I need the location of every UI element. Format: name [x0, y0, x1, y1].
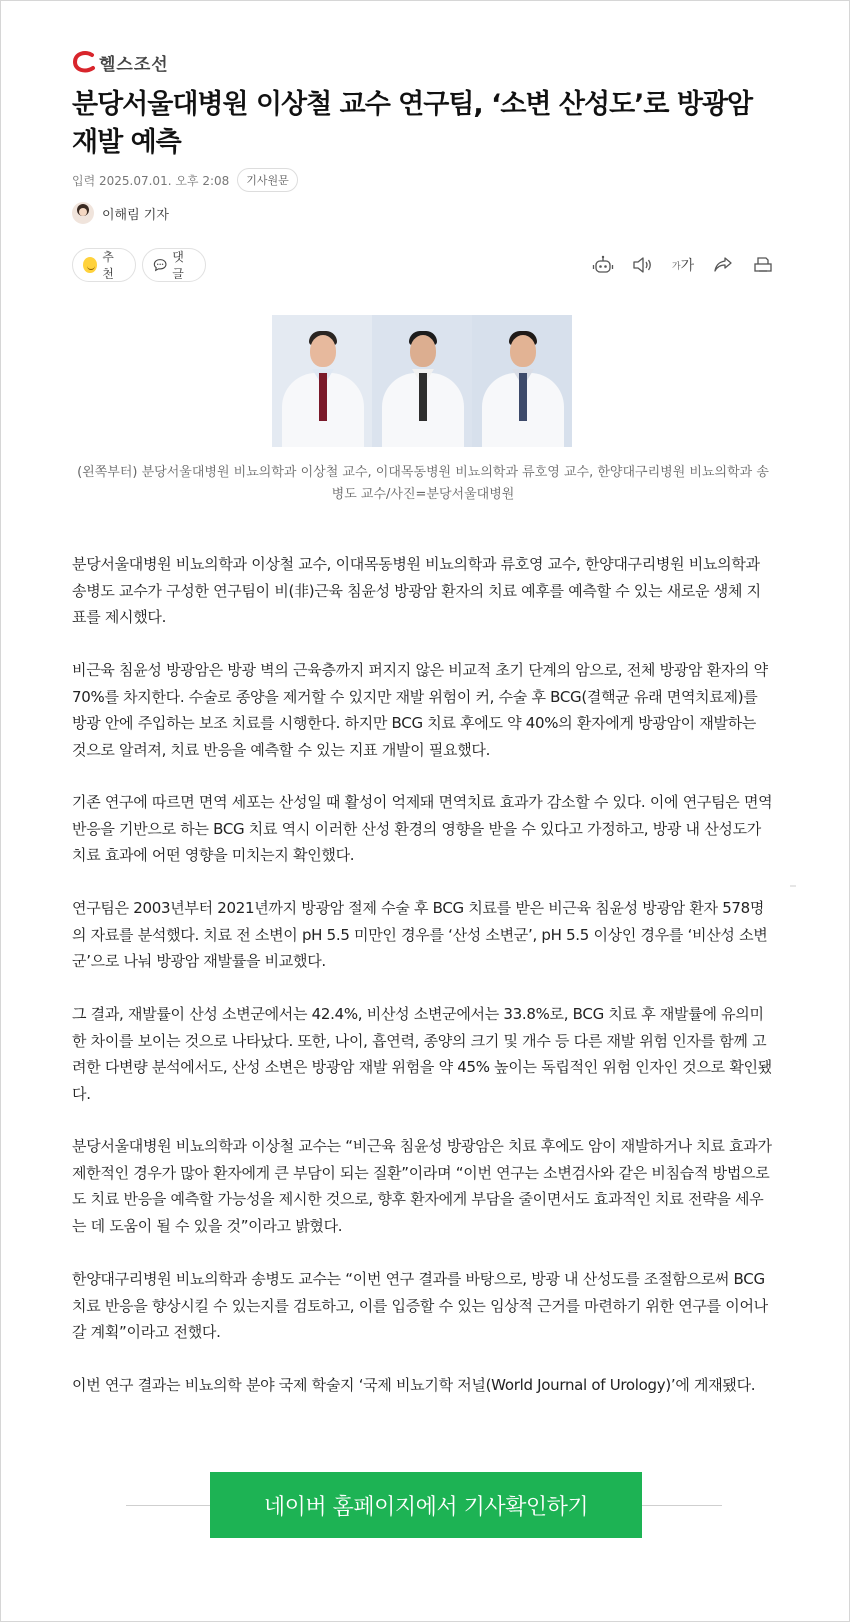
comment-button[interactable] [142, 248, 206, 282]
print-icon[interactable] [752, 254, 774, 276]
scroll-indicator [790, 885, 796, 887]
brand-name: 헬스조선 [99, 54, 169, 75]
article-meta [72, 168, 298, 192]
font-size-icon[interactable]: 가 가 [672, 254, 694, 276]
article-paragraph: 그 결과, 재발률이 산성 소변군에서는 42.4%, 비산성 소변군에서는 33.8%로, BCG 치료 후 재발률에 유의미한 차이를 보이는 것으로 나타났다. 또한, 나이, 흡연력, 종양의 크기 및 개수 등 다른 재발 위험 인자를 함께 고려한 다변량 분석에서도, 산성 소변은 방광암 재발 위험을 약 45% 높이는 독립적인 위험 인자인 것으로 확인됐다. [72, 1005, 772, 1103]
article-paragraph: 한양대구리병원 비뇨의학과 송병도 교수는 “이번 연구 결과를 바탕으로, 방광 내 산성도를 조절함으로써 BCG 치료 반응을 향상시킬 수 있는지를 검토하고, 이를 입증할 수 있는 임상적 근거를 마련하기 위한 연구를 이어나갈 계획”이라고 전했다. [72, 1270, 768, 1341]
reporter-name: 이해림 기자 [102, 207, 169, 223]
article-paragraph: 분당서울대병원 비뇨의학과 이상철 교수, 이대목동병원 비뇨의학과 류호영 교수, 한양대구리병원 비뇨의학과 송병도 교수가 구성한 연구팀이 비(非)근육 침윤성 방광암 환자의 치료 예후를 예측할 수 있는 새로운 생체 지표를 제시했다. [72, 555, 761, 626]
original-article-button[interactable]: 기사원문 [237, 168, 298, 192]
recommend-label: 추천 [102, 250, 114, 281]
article-photo[interactable] [272, 315, 572, 447]
share-icon[interactable] [712, 254, 734, 276]
photo-person-center [372, 315, 472, 447]
brand-logo[interactable] [72, 50, 169, 74]
article-headline: 분당서울대병원 이상철 교수 연구팀, ‘소변 산성도’로 방광암 재발 예측 [72, 89, 753, 158]
comment-icon [153, 257, 167, 273]
article-paragraph: 이번 연구 결과는 비뇨의학 분야 국제 학술지 ‘국제 비뇨기학 저널(World Journal of Urology)’에 게재됐다. [72, 1376, 756, 1394]
robot-summary-icon[interactable] [592, 254, 614, 276]
naver-article-link-button[interactable]: 네이버 홈페이지에서 기사확인하기 [210, 1472, 642, 1538]
publish-date: 입력 2025.07.01. 오후 2:08 [72, 173, 230, 188]
article-paragraph: 연구팀은 2003년부터 2021년까지 방광암 절제 수술 후 BCG 치료를 받은 비근육 침윤성 방광암 환자 578명의 자료를 분석했다. 치료 전 소변이 pH 5.5 미만인 경우를 ‘산성 소변군’, pH 5.5 이상인 경우를 ‘비산성 소변군’으로 나눠 방광암 재발률을 비교했다. [72, 899, 768, 970]
photo-person-left [272, 315, 372, 447]
article-paragraph: 비근육 침윤성 방광암은 방광 벽의 근육층까지 퍼지지 않은 비교적 초기 단계의 암으로, 전체 방광암 환자의 약 70%를 차지한다. 수술로 종양을 제거할 수 있지만 재발 위험이 커, 수술 후 BCG(결핵균 유래 면역치료제)를 방광 안에 주입하는 보조 치료를 시행한다. 하지만 BCG 치료 후에도 약 40%의 환자에게 방광암이 재발하는 것으로 알려져, 치료 반응을 예측할 수 있는 지표 개발이 필요했다. [72, 661, 768, 759]
font-size-glyph: 가 [680, 258, 695, 274]
article-paragraph: 분당서울대병원 비뇨의학과 이상철 교수는 “비근육 침윤성 방광암은 치료 후에도 암이 재발하거나 치료 효과가 제한적인 경우가 많아 환자에게 큰 부담이 되는 질환”이라며 “이번 연구는 소변검사와 같은 비침습적 방법으로도 치료 반응을 예측할 가능성을 제시한 것으로, 향후 환자에게 부담을 줄이면서도 효과적인 치료 전략을 세우는 데 도움이 될 수 있을 것”이라고 밝혔다. [72, 1137, 772, 1235]
reporter-byline[interactable] [72, 202, 169, 224]
photo-caption: (왼쪽부터) 분당서울대병원 비뇨의학과 이상철 교수, 이대목동병원 비뇨의학과 류호영 교수, 한양대구리병원 비뇨의학과 송병도 교수/사진=분당서울대병원 [77, 465, 769, 502]
reporter-avatar [72, 202, 94, 224]
photo-person-right [472, 315, 572, 447]
article-toolbar [592, 254, 774, 276]
article-paragraph: 기존 연구에 따르면 면역 세포는 산성일 때 활성이 억제돼 면역치료 효과가 감소할 수 있다. 이에 연구팀은 면역 반응을 기반으로 하는 BCG 치료 역시 이러한 산성 환경의 영향을 받을 수 있다고 가정하고, 방광 내 산성도가 치료 효과에 어떤 영향을 미치는지 확인했다. [72, 793, 773, 864]
comment-label: 댓글 [172, 250, 184, 281]
brand-mark-icon [72, 51, 96, 73]
recommend-button[interactable] [72, 248, 136, 282]
smile-icon [83, 257, 97, 273]
speaker-icon[interactable] [632, 254, 654, 276]
